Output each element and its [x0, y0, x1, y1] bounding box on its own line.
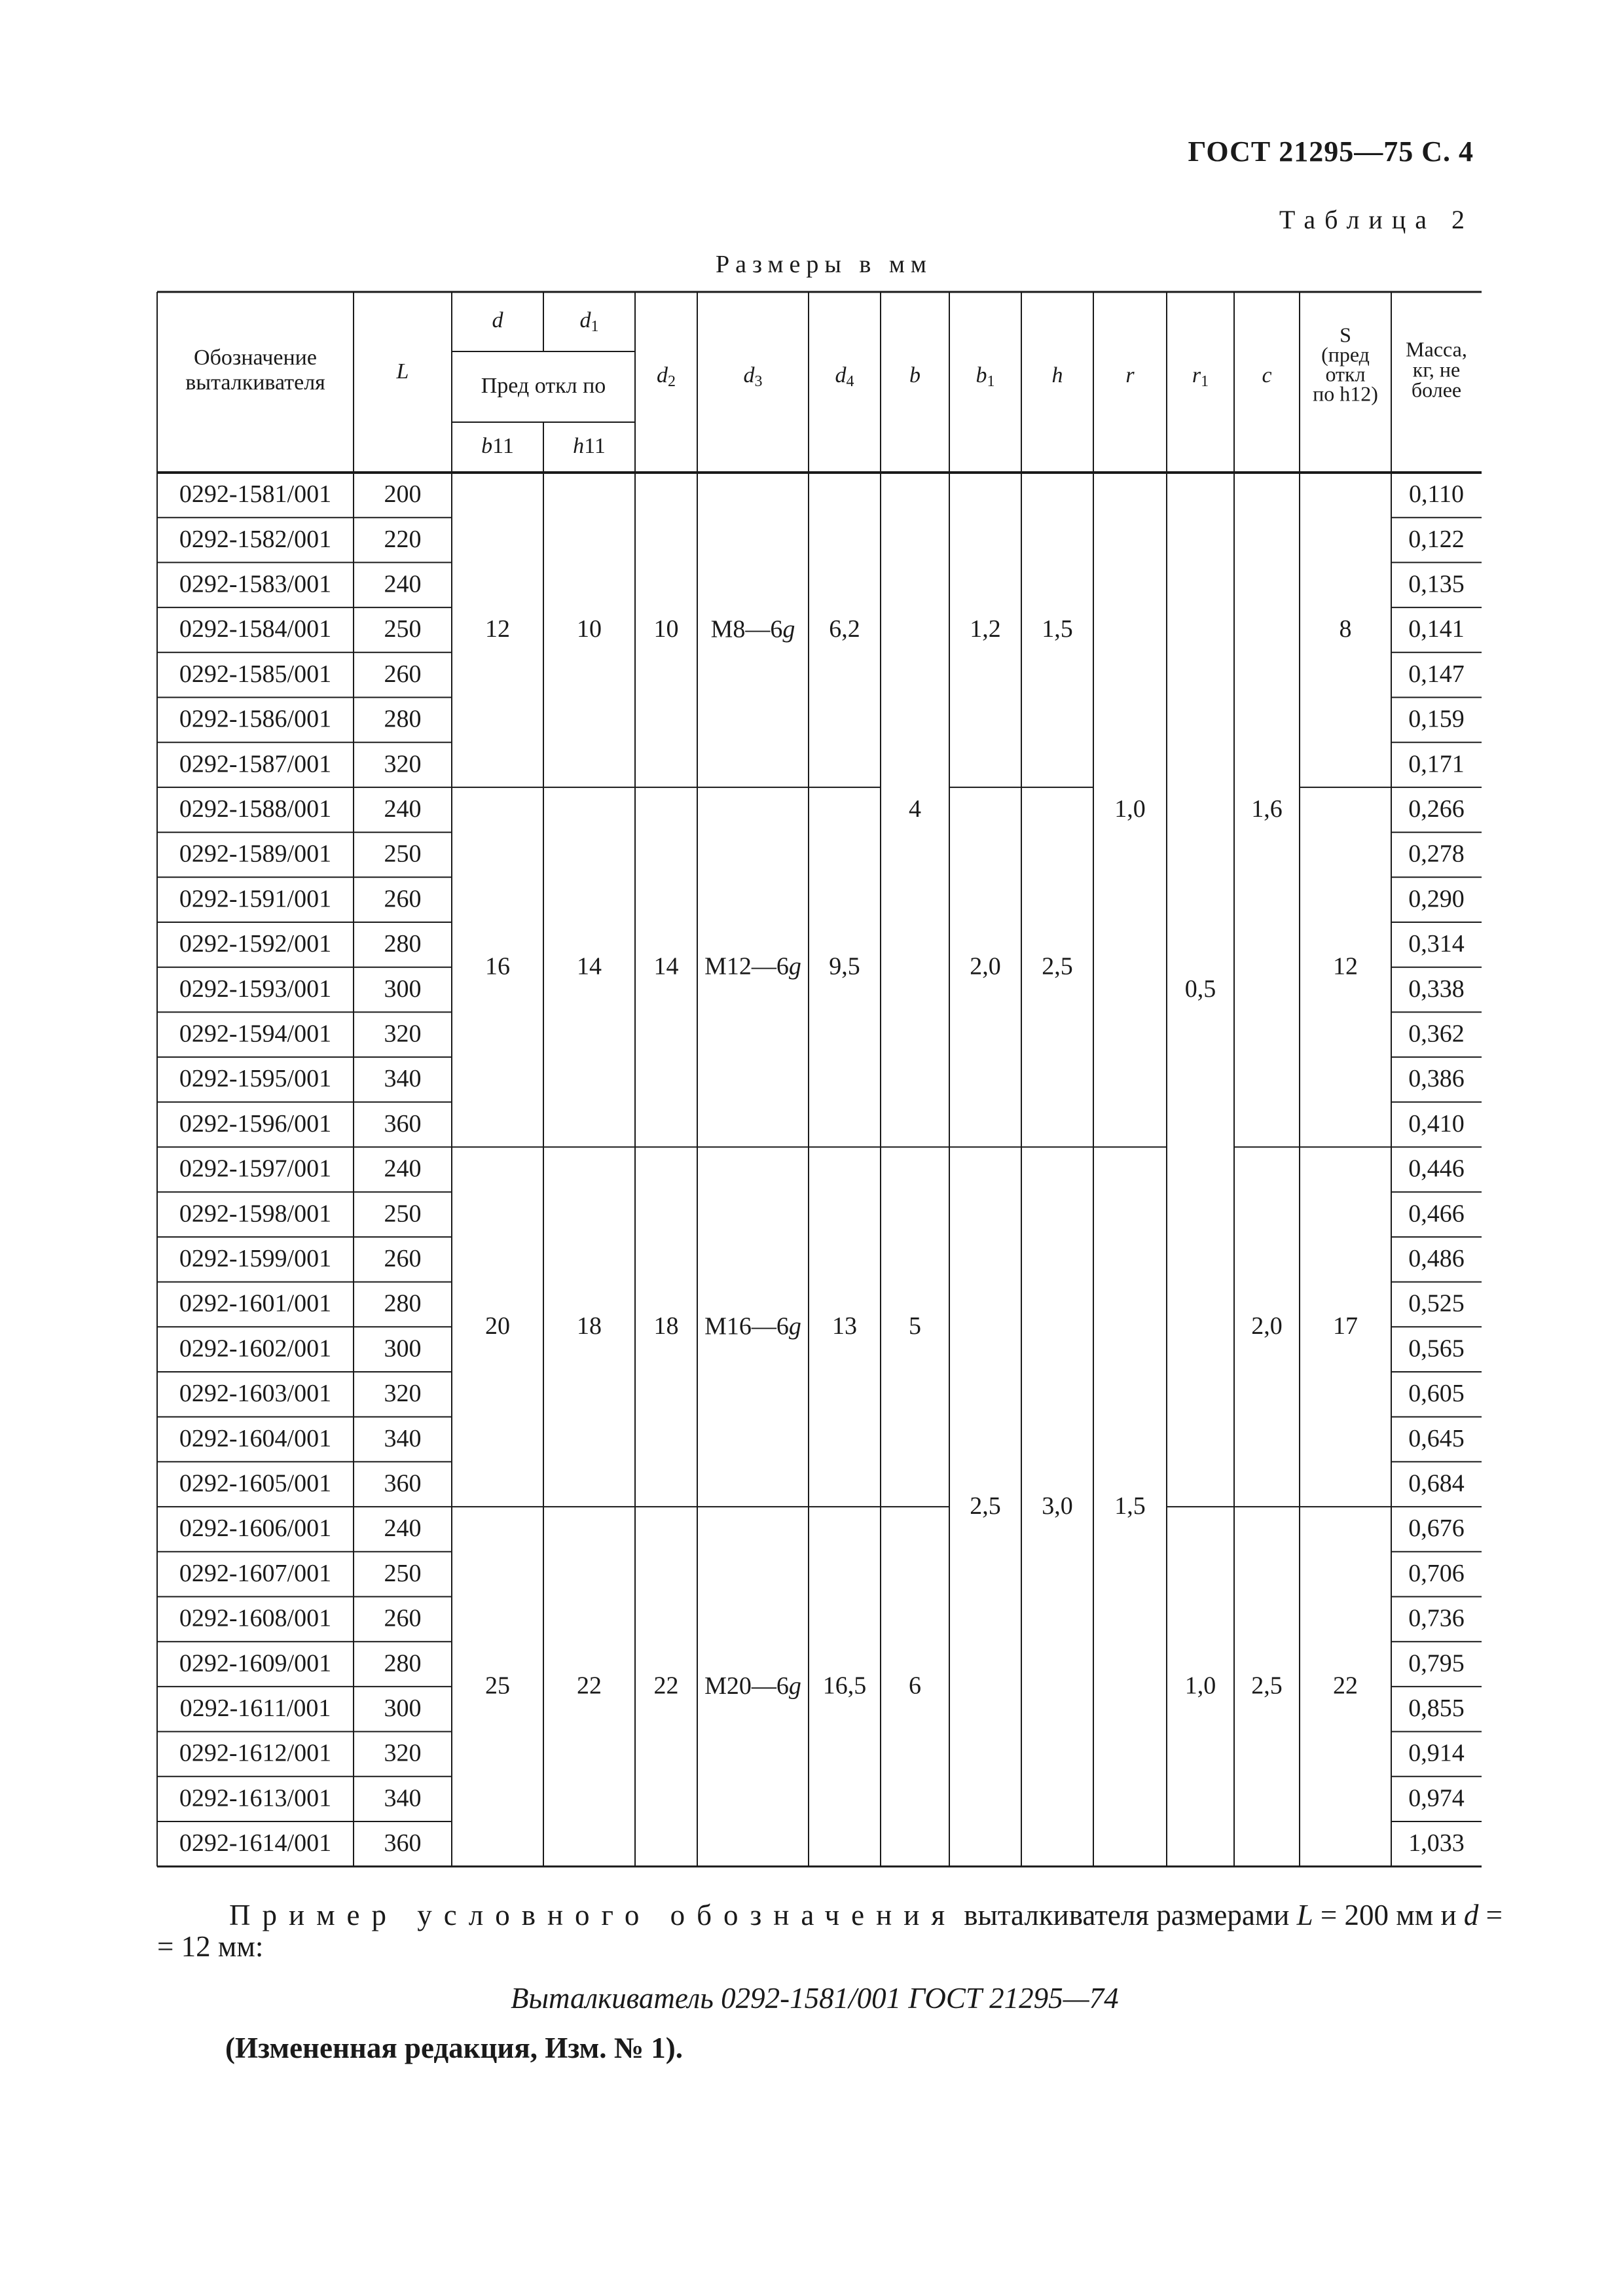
length-cell: 250: [384, 1559, 422, 1587]
mass-cell: 0,278: [1408, 840, 1465, 868]
designation-cell: 0292-1584/001: [179, 615, 332, 643]
header-h: h: [1051, 363, 1063, 387]
example-text: [229, 1898, 1503, 1932]
length-cell: 320: [384, 750, 422, 778]
length-cell: 240: [384, 1155, 422, 1183]
designation-cell: 0292-1583/001: [179, 570, 332, 598]
mass-cell: 0,466: [1408, 1200, 1465, 1228]
mass-cell: 0,314: [1408, 930, 1465, 958]
length-cell: 280: [384, 930, 422, 958]
amendment-note: (Измененная редакция, Изм. № 1).: [225, 2032, 684, 2064]
length-cell: 360: [384, 1829, 422, 1857]
length-cell: 240: [384, 795, 422, 823]
merged-cell: 12: [1333, 952, 1358, 980]
length-cell: 260: [384, 1604, 422, 1632]
designation-cell: 0292-1597/001: [179, 1155, 332, 1183]
mass-cell: 0,974: [1408, 1784, 1465, 1812]
designation-cell: 0292-1585/001: [179, 660, 332, 688]
mass-cell: 0,362: [1408, 1020, 1465, 1048]
mass-cell: 0,147: [1408, 660, 1465, 688]
header-mass: кг, не: [1412, 357, 1461, 382]
mass-cell: 0,290: [1408, 885, 1465, 913]
page-header: ГОСТ 21295—75 С. 4: [1188, 135, 1474, 168]
merged-cell: 10: [653, 615, 679, 643]
mass-cell: 0,645: [1408, 1424, 1465, 1452]
length-cell: 280: [384, 1649, 422, 1677]
example-continuation: = 12 мм:: [157, 1930, 264, 1963]
mass-cell: 0,122: [1408, 525, 1465, 553]
mass-cell: 0,159: [1408, 705, 1465, 733]
designation-header: Обозначение: [194, 345, 317, 370]
mass-cell: 0,266: [1408, 795, 1465, 823]
mass-cell: 0,410: [1408, 1109, 1465, 1138]
mass-cell: 0,684: [1408, 1469, 1465, 1498]
length-cell: 340: [384, 1424, 422, 1452]
mass-cell: 0,141: [1408, 615, 1465, 643]
header-S: по h12): [1313, 382, 1378, 406]
mass-cell: 0,676: [1408, 1515, 1465, 1543]
header-S: (пред: [1321, 342, 1370, 367]
length-cell: 360: [384, 1469, 422, 1498]
merged-cell: 2,5: [1251, 1672, 1283, 1700]
length-cell: 320: [384, 1020, 422, 1048]
merged-cell: 0,5: [1184, 975, 1216, 1003]
header-d3: $d_3$: [743, 363, 763, 390]
merged-cell: 16,5: [822, 1672, 867, 1700]
merged-cell: 13: [832, 1312, 857, 1340]
designation-cell: 0292-1595/001: [179, 1065, 332, 1093]
designation-cell: 0292-1588/001: [179, 795, 332, 823]
merged-cell: 6: [909, 1672, 921, 1700]
tolerance-header: Пред откл по: [481, 373, 606, 398]
header-d4: $d_4$: [835, 363, 854, 390]
header-L: L: [396, 359, 409, 384]
header-d2: $d_2$: [657, 363, 676, 390]
designation-cell: 0292-1599/001: [179, 1244, 332, 1272]
designation-cell: 0292-1591/001: [179, 885, 332, 913]
header-mass: Масса,: [1406, 337, 1467, 361]
length-cell: 320: [384, 1380, 422, 1408]
mass-cell: 0,565: [1408, 1335, 1465, 1363]
merged-cell: 3,0: [1042, 1492, 1073, 1520]
designation-cell: 0292-1603/001: [179, 1380, 332, 1408]
header-S: S: [1340, 323, 1351, 347]
example-d-symbol: d: [1463, 1899, 1479, 1931]
example-l-symbol: L: [1296, 1899, 1313, 1931]
merged-cell: 22: [1333, 1672, 1358, 1700]
thread-cell: M8—6g: [710, 615, 795, 643]
merged-cell: 5: [909, 1312, 921, 1340]
designation-header: выталкивателя: [185, 370, 325, 395]
designation-cell: 0292-1613/001: [179, 1784, 332, 1812]
length-cell: 200: [384, 480, 422, 509]
length-cell: 280: [384, 705, 422, 733]
length-cell: 240: [384, 570, 422, 598]
header-h11: h11: [573, 433, 606, 458]
merged-cell: 6,2: [829, 615, 860, 643]
merged-cell: 9,5: [829, 952, 860, 980]
designation-cell: 0292-1586/001: [179, 705, 332, 733]
merged-cell: 2,5: [970, 1492, 1001, 1520]
merged-cell: 22: [577, 1672, 602, 1700]
header-b11: b11: [481, 433, 514, 458]
mass-cell: 0,736: [1408, 1604, 1465, 1632]
length-cell: 260: [384, 1244, 422, 1272]
length-cell: 340: [384, 1784, 422, 1812]
mass-cell: 0,706: [1408, 1559, 1465, 1587]
length-cell: 280: [384, 1289, 422, 1318]
designation-cell: 0292-1596/001: [179, 1109, 332, 1138]
length-cell: 320: [384, 1739, 422, 1767]
merged-cell: 12: [485, 615, 510, 643]
merged-cell: 22: [653, 1672, 679, 1700]
designation-cell: 0292-1608/001: [179, 1604, 332, 1632]
length-cell: 360: [384, 1109, 422, 1138]
designation-cell: 0292-1581/001: [179, 480, 332, 509]
header-S: откл: [1325, 362, 1366, 386]
mass-cell: 0,446: [1408, 1155, 1465, 1183]
header-c: c: [1262, 363, 1272, 387]
merged-cell: 1,2: [970, 615, 1001, 643]
merged-cell: 10: [577, 615, 602, 643]
merged-cell: 1,5: [1042, 615, 1073, 643]
designation-cell: 0292-1604/001: [179, 1424, 332, 1452]
header-r1: $r_1$: [1192, 363, 1209, 390]
merged-cell: 20: [485, 1312, 510, 1340]
designation-cell: 0292-1587/001: [179, 750, 332, 778]
merged-cell: 2,0: [1251, 1312, 1283, 1340]
thread-cell: M16—6g: [704, 1312, 801, 1340]
designation-cell: 0292-1593/001: [179, 975, 332, 1003]
merged-cell: 18: [577, 1312, 602, 1340]
merged-cell: 17: [1333, 1312, 1358, 1340]
mass-cell: 0,386: [1408, 1065, 1465, 1093]
mass-cell: 1,033: [1408, 1829, 1465, 1857]
header-b: b: [909, 363, 921, 387]
designation-cell: 0292-1592/001: [179, 930, 332, 958]
merged-cell: 14: [653, 952, 679, 980]
length-cell: 240: [384, 1515, 422, 1543]
merged-cell: 18: [653, 1312, 679, 1340]
designation-cell: 0292-1605/001: [179, 1469, 332, 1498]
length-cell: 300: [384, 975, 422, 1003]
designation-cell: 0292-1606/001: [179, 1515, 332, 1543]
mass-cell: 0,338: [1408, 975, 1465, 1003]
designation-cell: 0292-1614/001: [179, 1829, 332, 1857]
length-cell: 260: [384, 660, 422, 688]
length-cell: 260: [384, 885, 422, 913]
merged-cell: 8: [1339, 615, 1352, 643]
mass-cell: 0,171: [1408, 750, 1465, 778]
example-designation: Выталкиватель 0292-1581/001 ГОСТ 21295—74: [511, 1982, 1119, 2015]
designation-cell: 0292-1611/001: [179, 1694, 331, 1722]
length-cell: 250: [384, 615, 422, 643]
designation-cell: 0292-1612/001: [179, 1739, 332, 1767]
designation-cell: 0292-1609/001: [179, 1649, 332, 1677]
merged-cell: 1,5: [1114, 1492, 1146, 1520]
merged-cell: 2,5: [1042, 952, 1073, 980]
mass-cell: 0,525: [1408, 1289, 1465, 1318]
example-rest: выталкивателя размерами: [964, 1899, 1290, 1931]
merged-cell: 1,6: [1251, 795, 1283, 823]
example-l-value: = 200 мм и: [1320, 1899, 1457, 1931]
header-r: r: [1125, 363, 1135, 387]
units-note: Размеры в мм: [716, 251, 932, 278]
length-cell: 300: [384, 1694, 422, 1722]
merged-cell: 2,0: [970, 952, 1001, 980]
mass-cell: 0,605: [1408, 1380, 1465, 1408]
designation-cell: 0292-1602/001: [179, 1335, 332, 1363]
length-cell: 340: [384, 1065, 422, 1093]
header-d: d: [492, 308, 503, 332]
merged-cell: 16: [485, 952, 510, 980]
designation-cell: 0292-1607/001: [179, 1559, 332, 1587]
mass-cell: 0,135: [1408, 570, 1465, 598]
length-cell: 300: [384, 1335, 422, 1363]
merged-cell: 4: [909, 795, 921, 823]
header-b1: $b_1$: [976, 363, 995, 390]
length-cell: 250: [384, 840, 422, 868]
merged-cell: 25: [485, 1672, 510, 1700]
thread-cell: M20—6g: [704, 1672, 801, 1700]
designation-cell: 0292-1601/001: [179, 1289, 332, 1318]
table-caption: Таблица 2: [1279, 205, 1474, 234]
merged-cell: 14: [577, 952, 602, 980]
designation-cell: 0292-1598/001: [179, 1200, 332, 1228]
designation-cell: 0292-1589/001: [179, 840, 332, 868]
thread-cell: M12—6g: [704, 952, 801, 980]
length-cell: 220: [384, 525, 422, 553]
example-lead: Пример условного обозначения: [229, 1899, 957, 1931]
length-cell: 250: [384, 1200, 422, 1228]
mass-cell: 0,486: [1408, 1244, 1465, 1272]
merged-cell: 1,0: [1114, 795, 1146, 823]
example-eq: =: [1486, 1899, 1503, 1931]
mass-cell: 0,855: [1408, 1694, 1465, 1722]
header-d1: $d_1$: [579, 308, 599, 335]
mass-cell: 0,110: [1408, 480, 1465, 509]
header-mass: более: [1411, 378, 1462, 402]
mass-cell: 0,795: [1408, 1649, 1465, 1677]
designation-cell: 0292-1594/001: [179, 1020, 332, 1048]
designation-cell: 0292-1582/001: [179, 525, 332, 553]
merged-cell: 1,0: [1184, 1672, 1216, 1700]
mass-cell: 0,914: [1408, 1739, 1465, 1767]
